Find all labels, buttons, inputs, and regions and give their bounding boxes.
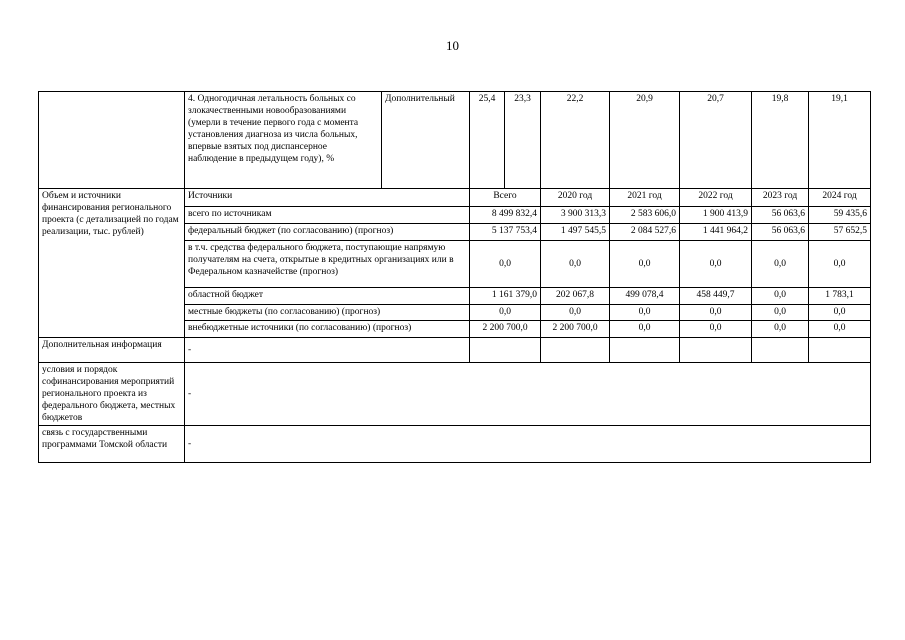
finance-value: 0,0 (470, 305, 541, 321)
finance-value: 59 435,6 (809, 207, 871, 224)
programs-value: - (185, 426, 871, 463)
programs-label: связь с государственными программами Томской области (39, 426, 185, 463)
finance-source: областной бюджет (185, 288, 470, 305)
empty-cell (752, 338, 809, 363)
finance-value: 0,0 (541, 241, 610, 288)
finance-value: 0,0 (809, 305, 871, 321)
cofinancing-label: условия и порядок софинансирования мероприятий регионального проекта из федерального бюджета, местных бюджетов (39, 363, 185, 426)
finance-value: 5 137 753,4 (470, 224, 541, 241)
finance-header-total: Всего (470, 189, 541, 207)
finance-value: 0,0 (541, 305, 610, 321)
indicator-value-2021: 20,9 (610, 92, 680, 189)
finance-value: 3 900 313,3 (541, 207, 610, 224)
indicator-value-2022: 20,7 (680, 92, 752, 189)
finance-value: 458 449,7 (680, 288, 752, 305)
finance-header-2022: 2022 год (680, 189, 752, 207)
additional-info-label: Дополнительная информация (39, 338, 185, 363)
indicator-name: 4. Одногодичная летальность больных со злокачественными новообразованиями (умерли в течение первого года с момента установления диагноза из числа больных, впервые взятых под диспансерное наблюдение в предыдущем году), % (185, 92, 382, 189)
finance-value: 1 161 379,0 (470, 288, 541, 305)
finance-value: 57 652,5 (809, 224, 871, 241)
finance-value: 2 583 606,0 (610, 207, 680, 224)
finance-value: 0,0 (470, 241, 541, 288)
finance-value: 0,0 (752, 241, 809, 288)
project-passport-table (38, 91, 871, 463)
cofinancing-value: - (185, 363, 871, 426)
additional-info-row (39, 338, 871, 363)
finance-value: 0,0 (752, 305, 809, 321)
empty-cell (541, 338, 610, 363)
finance-label: Объем и источники финансирования регионального проекта (с детализацией по годам реализации, тыс. рублей) (39, 189, 185, 338)
indicator-empty-cell (39, 92, 185, 189)
cofinancing-row (39, 363, 871, 426)
finance-value: 0,0 (809, 321, 871, 338)
indicator-value-2023: 19,8 (752, 92, 809, 189)
programs-row (39, 426, 871, 463)
finance-value: 2 200 700,0 (541, 321, 610, 338)
finance-value: 8 499 832,4 (470, 207, 541, 224)
finance-value: 1 900 413,9 (680, 207, 752, 224)
finance-value: 1 783,1 (809, 288, 871, 305)
finance-value: 2 200 700,0 (470, 321, 541, 338)
indicator-type: Дополнительный (382, 92, 470, 189)
finance-header-2023: 2023 год (752, 189, 809, 207)
empty-cell (680, 338, 752, 363)
indicator-value-2020: 22,2 (541, 92, 610, 189)
finance-header-2021: 2021 год (610, 189, 680, 207)
finance-source: в т.ч. средства федерального бюджета, поступающие напрямую получателям на счета, открытые в кредитных организациях или в Федеральном казначействе (прогноз) (185, 241, 470, 288)
finance-source: внебюджетные источники (по согласованию) (прогноз) (185, 321, 470, 338)
indicator-value-2024: 19,1 (809, 92, 871, 189)
finance-header-row (39, 189, 871, 207)
indicator-base-value: 23,3 (505, 92, 541, 189)
finance-header-2020: 2020 год (541, 189, 610, 207)
finance-source: федеральный бюджет (по согласованию) (прогноз) (185, 224, 470, 241)
finance-value: 2 084 527,6 (610, 224, 680, 241)
finance-source: местные бюджеты (по согласованию) (прогноз) (185, 305, 470, 321)
finance-value: 1 497 545,5 (541, 224, 610, 241)
additional-info-value: - (185, 338, 470, 363)
indicator-base-value: 25,4 (470, 92, 505, 189)
finance-header-sources: Источники (185, 189, 470, 207)
empty-cell (809, 338, 871, 363)
finance-value: 0,0 (680, 241, 752, 288)
finance-source: всего по источникам (185, 207, 470, 224)
finance-value: 0,0 (680, 305, 752, 321)
finance-value: 0,0 (610, 241, 680, 288)
empty-cell (470, 338, 541, 363)
finance-value: 0,0 (809, 241, 871, 288)
finance-value: 0,0 (610, 321, 680, 338)
finance-value: 202 067,8 (541, 288, 610, 305)
finance-value: 56 063,6 (752, 207, 809, 224)
finance-value: 1 441 964,2 (680, 224, 752, 241)
finance-value: 56 063,6 (752, 224, 809, 241)
finance-value: 0,0 (752, 288, 809, 305)
finance-value: 0,0 (752, 321, 809, 338)
empty-cell (610, 338, 680, 363)
finance-header-2024: 2024 год (809, 189, 871, 207)
page-number: 10 (446, 38, 459, 53)
indicator-row (39, 92, 871, 189)
finance-value: 0,0 (680, 321, 752, 338)
finance-value: 0,0 (610, 305, 680, 321)
finance-value: 499 078,4 (610, 288, 680, 305)
